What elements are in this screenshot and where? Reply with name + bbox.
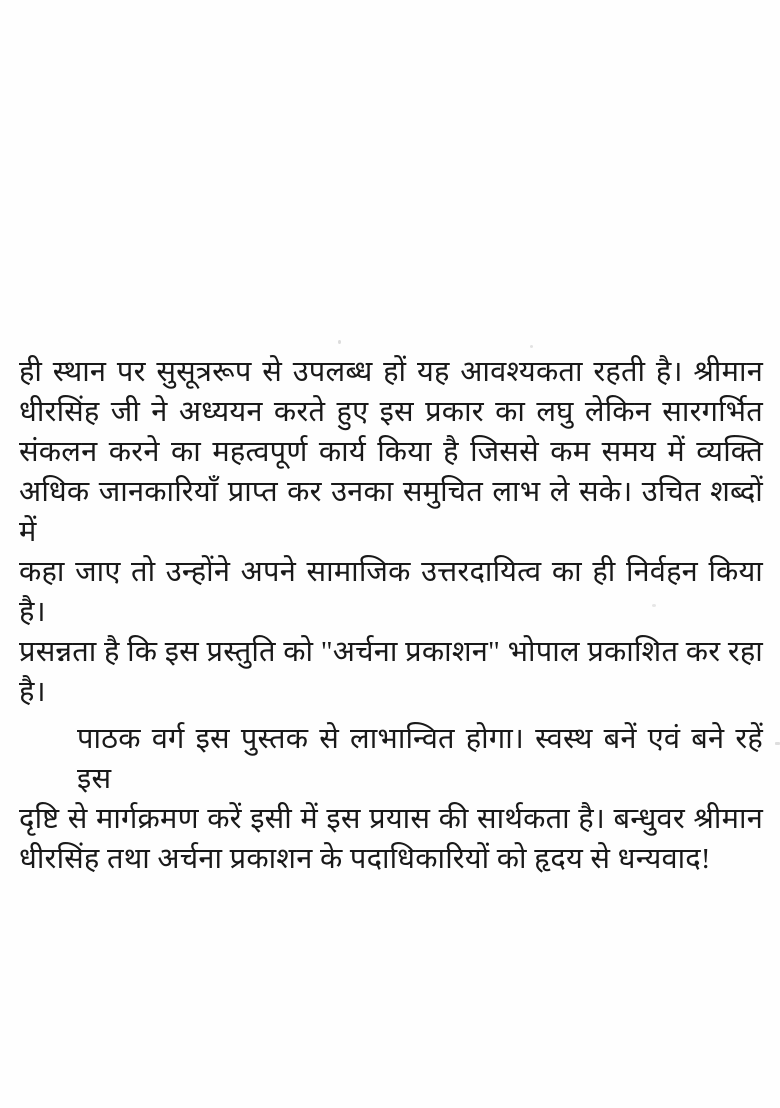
- body-text-block: [19, 352, 763, 879]
- scan-speck: [338, 340, 341, 344]
- scan-speck: [775, 742, 780, 745]
- text-line: धीरसिंह जी ने अध्ययन करते हुए इस प्रकार का लघु लेकिन सारगर्भित: [19, 396, 763, 428]
- text-line: संकलन करने का महत्वपूर्ण कार्य किया है जिससे कम समय में व्यक्ति: [19, 436, 763, 468]
- text-line: है।: [19, 676, 46, 708]
- text-line: दृष्टि से मार्गक्रमण करें इसी में इस प्रयास की सार्थकता है। बन्धुवर श्रीमान: [19, 803, 763, 835]
- text-line: प्रसन्नता है कि इस प्रस्तुति को "अर्चना प्रकाशन" भोपाल प्रकाशित कर रहा: [19, 636, 763, 668]
- paragraph-2: [19, 719, 763, 879]
- text-line: पाठक वर्ग इस पुस्तक से लाभान्वित होगा। स्वस्थ बनें एवं बने रहें इस: [77, 723, 763, 795]
- text-line: धीरसिंह तथा अर्चना प्रकाशन के पदाधिकारियों को हृदय से धन्यवाद!: [19, 843, 711, 875]
- paragraph-1: [19, 352, 763, 712]
- scan-speck: [530, 345, 533, 348]
- text-line: कहा जाए तो उन्होंने अपने सामाजिक उत्तरदायित्व का ही निर्वहन किया है।: [19, 556, 763, 628]
- text-line: अधिक जानकारियाँ प्राप्त कर उनका समुचित लाभ ले सके। उचित शब्दों में: [19, 476, 763, 548]
- text-line: ही स्थान पर सुसूत्ररूप से उपलब्ध हों यह आवश्यकता रहती है। श्रीमान: [19, 356, 763, 388]
